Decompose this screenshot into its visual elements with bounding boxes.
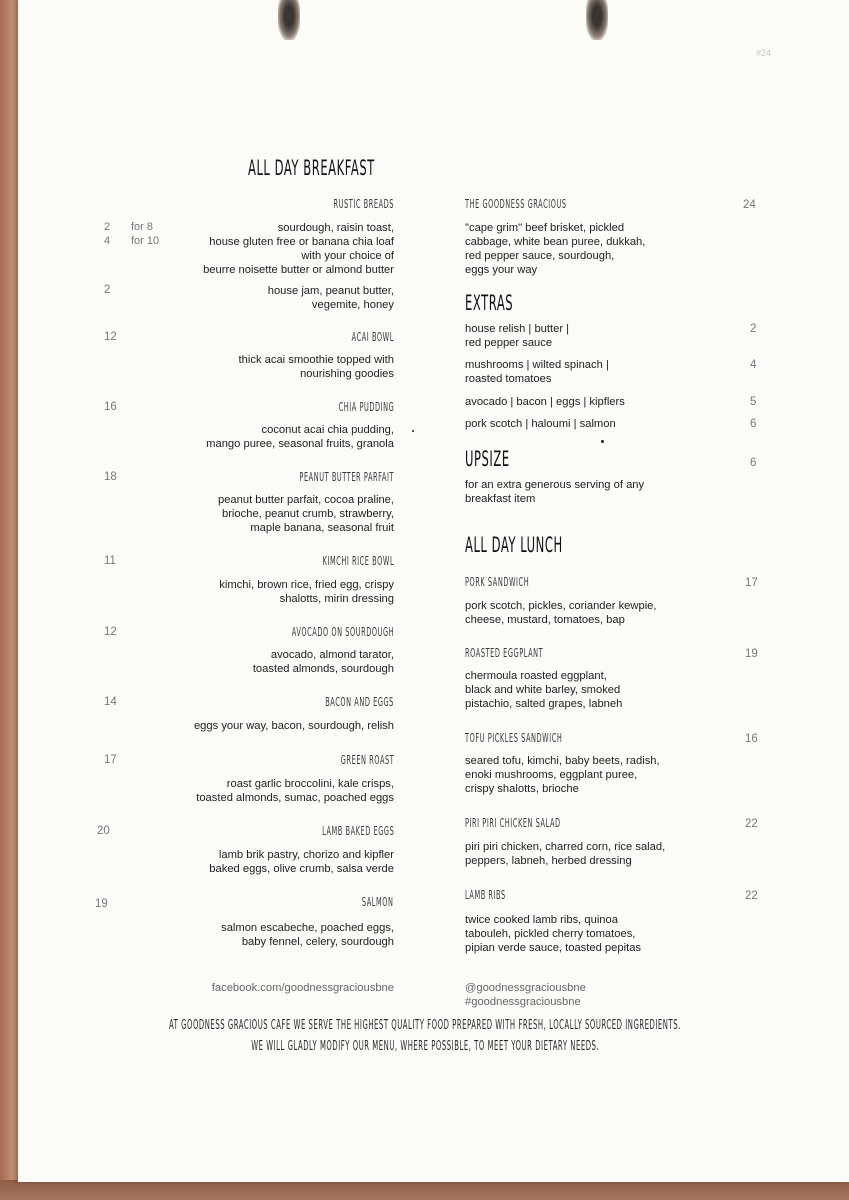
desc-green-roast: roast garlic broccolini, kale crisps, toasted almonds, sumac, poached eggs <box>196 778 394 804</box>
desc-rustic-breads: sourdough, raisin toast, house gluten free or banana chia loaf with your choice of beurre noisette butter or almond butter <box>203 222 394 276</box>
price-green-roast: 17 <box>104 754 117 766</box>
paper-speck <box>412 430 414 432</box>
desc-salmon: salmon escabeche, poached eggs, baby fennel, celery, sourdough <box>221 922 394 948</box>
facebook-link: facebook.com/goodnessgraciousbne <box>211 982 394 994</box>
item-title-acai-bowl: ACAI BOWL <box>351 330 394 344</box>
extras-heading: EXTRAS <box>465 291 514 315</box>
wooden-table-edge <box>0 0 20 1200</box>
desc-pork-sandwich: pork scotch, pickles, coriander kewpie, cheese, mustard, tomatoes, bap <box>465 600 657 626</box>
menu-page <box>18 0 849 1182</box>
item-title-goodness-gracious: THE GOODNESS GRACIOUS <box>465 197 567 211</box>
desc-spreads: house jam, peanut butter, vegemite, honey <box>267 285 394 311</box>
price-kimchi-rice-bowl: 11 <box>104 555 116 567</box>
extras-item-4: pork scotch | haloumi | salmon <box>465 418 616 430</box>
desc-goodness-gracious: "cape grim" beef brisket, pickled cabbage, white bean puree, dukkah, red pepper sauce, sourdough, eggs your way <box>465 222 646 276</box>
paper-speck <box>601 440 604 443</box>
price-avocado-on-sourdough: 12 <box>104 626 117 638</box>
extras-item-2: mushrooms | wilted spinach | roasted tomatoes <box>465 359 609 385</box>
desc-upsize: for an extra generous serving of any breakfast item <box>465 479 645 505</box>
price-chia-pudding: 16 <box>104 401 117 413</box>
page-number: #24 <box>756 48 772 58</box>
extras-price-2: 4 <box>750 359 757 371</box>
item-title-bacon-and-eggs: BACON AND EGGS <box>325 695 394 709</box>
item-title-rustic-breads: RUSTIC BREADS <box>333 197 394 211</box>
item-title-salmon: SALMON <box>362 895 394 909</box>
upsize-heading: UPSIZE <box>465 447 510 471</box>
desc-lamb-baked-eggs: lamb brik pastry, chorizo and kipfler baked eggs, olive crumb, salsa verde <box>209 849 394 875</box>
desc-bacon-and-eggs: eggs your way, bacon, sourdough, relish <box>193 720 394 732</box>
extras-price-3: 5 <box>750 396 757 408</box>
qty-rustic-breads: for 8 for 10 <box>131 221 160 247</box>
desc-piri-piri-chicken-salad: piri piri chicken, charred corn, rice salad, peppers, labneh, herbed dressing <box>465 841 666 867</box>
item-title-piri-piri-chicken-salad: PIRI PIRI CHICKEN SALAD <box>465 816 561 830</box>
instagram-hashtag: #goodnessgraciousbne <box>465 996 581 1008</box>
item-title-kimchi-rice-bowl: KIMCHI RICE BOWL <box>322 554 394 568</box>
social-handles <box>465 981 586 1009</box>
desc-acai-bowl: thick acai smoothie topped with nourishing goodies <box>238 354 394 380</box>
price-piri-piri-chicken-salad: 22 <box>745 818 758 830</box>
price-rustic-breads: 2 4 <box>104 221 111 247</box>
desc-peanut-butter-parfait: peanut butter parfait, cocoa praline, brioche, peanut crumb, strawberry, maple banana, seasonal fruit <box>217 494 394 534</box>
instagram-handle: @goodnessgraciousbne <box>465 982 586 994</box>
desc-lamb-ribs: twice cooked lamb ribs, quinoa tabouleh, pickled cherry tomatoes, pipian verde sauce, toasted pepitas <box>465 914 642 954</box>
item-title-peanut-butter-parfait: PEANUT BUTTER PARFAIT <box>299 470 394 484</box>
price-bacon-and-eggs: 14 <box>104 696 117 708</box>
price-lamb-ribs: 22 <box>745 890 758 902</box>
price-spreads: 2 <box>104 284 111 296</box>
extras-item-1: house relish | butter | red pepper sauce <box>465 323 570 349</box>
item-title-tofu-pickles-sandwich: TOFU PICKLES SANDWICH <box>465 731 563 745</box>
item-title-roasted-eggplant: ROASTED EGGPLANT <box>465 646 544 660</box>
item-title-pork-sandwich: PORK SANDWICH <box>465 575 530 589</box>
price-salmon: 19 <box>95 898 108 910</box>
extras-price-4: 6 <box>750 418 757 430</box>
desc-tofu-pickles-sandwich: seared tofu, kimchi, baby beets, radish, enoki mushrooms, eggplant puree, crispy shalotts, brioche <box>465 755 660 795</box>
footer-statement: AT GOODNESS GRACIOUS CAFE WE SERVE THE HIGHEST QUALITY FOOD PREPARED WITH FRESH, LOCALLY SOURCED INGREDIENTS. <box>169 1018 681 1033</box>
desc-kimchi-rice-bowl: kimchi, brown rice, fried egg, crispy shalotts, mirin dressing <box>219 579 394 605</box>
lunch-heading: ALL DAY LUNCH <box>465 533 563 557</box>
price-goodness-gracious: 24 <box>743 199 756 211</box>
price-pork-sandwich: 17 <box>745 577 758 589</box>
wooden-table-bottom <box>0 1180 849 1200</box>
price-lamb-baked-eggs: 20 <box>97 825 110 837</box>
desc-roasted-eggplant: chermoula roasted eggplant, black and white barley, smoked pistachio, salted grapes, labneh <box>465 670 623 710</box>
desc-chia-pudding: coconut acai chia pudding, mango puree, seasonal fruits, granola <box>206 424 394 450</box>
binder-ring-right <box>586 0 608 40</box>
item-title-chia-pudding: CHIA PUDDING <box>338 400 394 414</box>
binder-ring-left <box>278 0 300 40</box>
price-tofu-pickles-sandwich: 16 <box>745 733 758 745</box>
breakfast-heading: ALL DAY BREAKFAST <box>248 156 375 180</box>
extras-item-3: avocado | bacon | eggs | kipflers <box>465 396 625 408</box>
item-title-lamb-baked-eggs: LAMB BAKED EGGS <box>321 824 394 838</box>
item-title-lamb-ribs: LAMB RIBS <box>465 888 506 902</box>
desc-avocado-on-sourdough: avocado, almond tarator, toasted almonds, sourdough <box>252 649 394 675</box>
footer-dietary-note: WE WILL GLADLY MODIFY OUR MENU, WHERE POSSIBLE, TO MEET YOUR DIETARY NEEDS. <box>251 1039 599 1054</box>
item-title-green-roast: GREEN ROAST <box>340 753 394 767</box>
price-peanut-butter-parfait: 18 <box>104 471 117 483</box>
item-title-avocado-on-sourdough: AVOCADO ON SOURDOUGH <box>291 625 394 639</box>
price-upsize: 6 <box>750 457 757 469</box>
price-roasted-eggplant: 19 <box>745 648 758 660</box>
price-acai-bowl: 12 <box>104 331 117 343</box>
extras-price-1: 2 <box>750 323 757 335</box>
